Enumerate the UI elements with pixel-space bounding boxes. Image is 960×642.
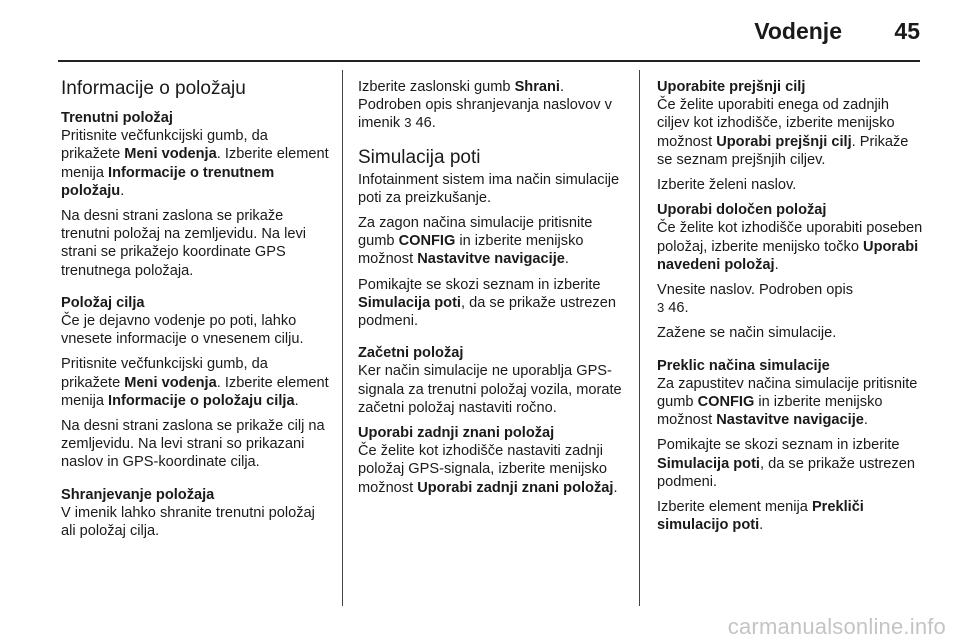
paragraph: Infotainment sistem ima način simulacije poti za preizkušanje.: [358, 171, 620, 206]
column-3: [657, 78, 925, 541]
paragraph: Zažene se način simulacije.: [657, 325, 837, 342]
page-reference-icon: 3: [404, 115, 412, 131]
chapter-title: Vodenje: [754, 18, 842, 44]
paragraph: Ker način simulacije ne uporablja GPS-signala za trenutni položaj vozila, morate začetni položaj nastaviti ročno.: [358, 363, 622, 416]
subsection-title: Uporabite prejšnji cilj: [657, 79, 806, 95]
paragraph: Če želite kot izhodišče nastaviti zadnji položaj GPS-signala, izberite menijsko možnost Uporabi zadnji znani položaj.: [358, 443, 618, 496]
section-heading: Simulacija poti: [358, 146, 481, 168]
paragraph: Pomikajte se skozi seznam in izberite Simulacija poti, da se prikaže ustrezen podmeni.: [657, 437, 915, 490]
watermark: carmanualsonline.info: [727, 614, 946, 639]
column-divider-1: [342, 70, 343, 606]
paragraph: Če želite uporabiti enega od zadnjih ciljev kot izhodišče, izberite menijsko možnost Uporabi prejšnji cilj. Prikaže se seznam prejšnjih ciljev.: [657, 97, 909, 168]
page-header: [0, 0, 960, 60]
paragraph: V imenik lahko shranite trenutni položaj ali položaj cilja.: [61, 504, 315, 540]
subsection-title: Začetni položaj: [358, 345, 464, 362]
column-divider-2: [639, 70, 640, 606]
paragraph: Izberite element menija Prekliči simulacijo poti.: [657, 499, 864, 534]
page-reference-icon: 3: [657, 300, 665, 316]
paragraph: Pritisnite večfunkcijski gumb, da prikažete Meni vodenja. Izberite element menija Informacije o trenutnem položaju.: [61, 128, 329, 199]
header-rule: [58, 60, 920, 62]
subsection-title: Trenutni položaj: [61, 110, 173, 126]
subsection-title: Preklic načina simulacije: [657, 357, 830, 374]
subsection-title: Uporabi zadnji znani položaj: [358, 425, 555, 442]
subsection-title: Shranjevanje položaja: [61, 486, 215, 503]
paragraph: Če želite kot izhodišče uporabiti poseben položaj, izberite menijsko točko Uporabi navedeni položaj.: [657, 220, 923, 273]
column-2: [358, 78, 626, 504]
paragraph: Za zapustitev načina simulacije pritisnite gumb CONFIG in izberite menijsko možnost Nastavitve navigacije.: [657, 375, 918, 429]
column-1: [61, 78, 329, 547]
paragraph: Vnesite naslov. Podroben opis 3 46.: [657, 282, 854, 317]
paragraph: Izberite želeni naslov.: [657, 177, 797, 194]
page-number: 45: [894, 18, 920, 44]
paragraph: Če je dejavno vodenje po poti, lahko vnesete informacije o vnesenem cilju.: [61, 313, 304, 348]
paragraph: Za zagon načina simulacije pritisnite gumb CONFIG in izberite menijsko možnost Nastavitve navigacije.: [358, 215, 593, 268]
paragraph: Pomikajte se skozi seznam in izberite Simulacija poti, da se prikaže ustrezen podmeni.: [358, 276, 616, 330]
subsection-title: Položaj cilja: [61, 294, 145, 311]
paragraph: Na desni strani zaslona se prikaže trenutni položaj na zemljevidu. Na levi strani se prikažejo koordinate GPS trenutnega položaja.: [61, 208, 306, 279]
subsection-title: Uporabi določen položaj: [657, 202, 827, 219]
section-heading: Informacije o položaju: [61, 78, 246, 99]
paragraph: Pritisnite večfunkcijski gumb, da prikažete Meni vodenja. Izberite element menija Informacije o položaju cilja.: [61, 356, 329, 409]
paragraph: Na desni strani zaslona se prikaže cilj na zemljevidu. Na levi strani so prikazani naslov in GPS-koordinate cilja.: [61, 418, 325, 471]
paragraph: Izberite zaslonski gumb Shrani. Podroben opis shranjevanja naslovov v imenik 3 46.: [358, 79, 612, 132]
